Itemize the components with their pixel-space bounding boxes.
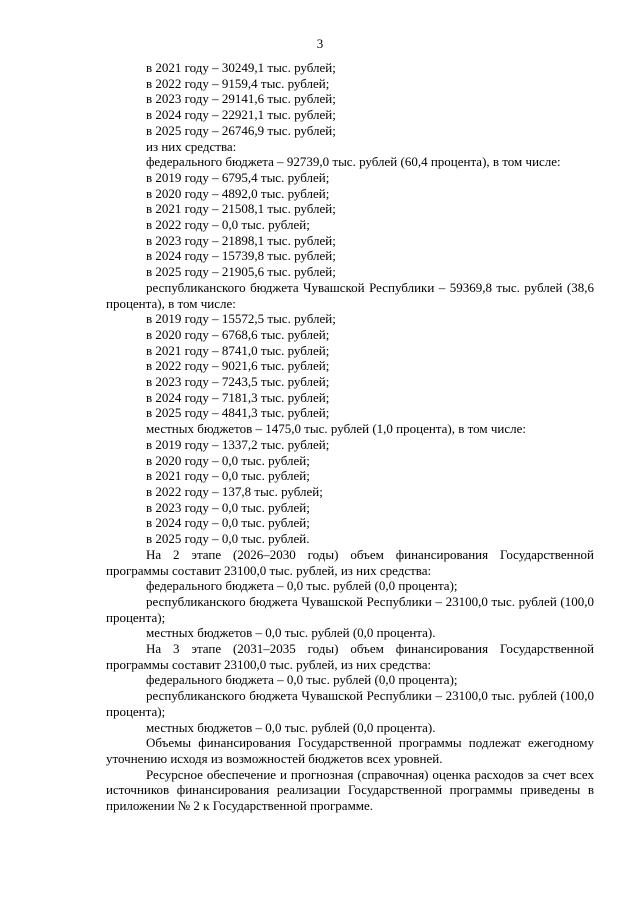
stage2-intro-paragraph: На 2 этапе (2026–2030 годы) объем финансирования Государственной программы составит 23100,0 тыс. рублей, из них средства: xyxy=(106,546,594,578)
text-line: в 2024 году – 7181,3 тыс. рублей; xyxy=(146,389,330,405)
text-line: в 2022 году – 137,8 тыс. рублей; xyxy=(146,483,323,499)
text-line: в 2023 году – 0,0 тыс. рублей; xyxy=(146,499,310,515)
text-line: из них средства: xyxy=(146,138,237,154)
stage3-intro-paragraph: На 3 этапе (2031–2035 годы) объем финансирования Государственной программы составит 23100,0 тыс. рублей, из них средства: xyxy=(106,641,594,672)
stage3-federal-line: федерального бюджета – 0,0 тыс. рублей (0,0 процента); xyxy=(146,672,458,688)
text-line: в 2025 году – 26746,9 тыс. рублей; xyxy=(146,122,336,138)
republic-budget-paragraph: республиканского бюджета Чувашской Республики – 59369,8 тыс. рублей (38,6 процента), в том числе: xyxy=(106,279,594,311)
text-line: в 2019 году – 6795,4 тыс. рублей; xyxy=(146,169,330,185)
text-line: в 2023 году – 29141,6 тыс. рублей; xyxy=(146,91,336,107)
text-line: в 2024 году – 0,0 тыс. рублей; xyxy=(146,515,310,531)
text-line: местных бюджетов – 1475,0 тыс. рублей (1,0 процента), в том числе: xyxy=(146,421,526,437)
text-line: федерального бюджета – 92739,0 тыс. рублей (60,4 процента), в том числе: xyxy=(146,154,561,170)
text-line: в 2024 году – 22921,1 тыс. рублей; xyxy=(146,107,336,123)
text-line: в 2020 году – 4892,0 тыс. рублей; xyxy=(146,185,330,201)
document-body xyxy=(106,60,594,814)
text-line: в 2025 году – 21905,6 тыс. рублей; xyxy=(146,264,336,280)
text-line: в 2024 году – 15739,8 тыс. рублей; xyxy=(146,248,336,264)
text-line: в 2021 году – 30249,1 тыс. рублей; xyxy=(146,60,336,75)
text-line: в 2025 году – 4841,3 тыс. рублей; xyxy=(146,405,330,421)
page-number: 3 xyxy=(316,36,324,51)
stage2-federal-line: федерального бюджета – 0,0 тыс. рублей (0,0 процента); xyxy=(146,578,458,594)
annual-update-paragraph: Объемы финансирования Государственной программы подлежат ежегодному уточнению исходя из возможностей бюджетов всех уровней. xyxy=(106,735,594,766)
text-line: в 2021 году – 0,0 тыс. рублей; xyxy=(146,468,310,484)
text-line: в 2022 году – 9159,4 тыс. рублей; xyxy=(146,75,330,91)
text-line: в 2023 году – 21898,1 тыс. рублей; xyxy=(146,232,336,248)
text-line: в 2019 году – 1337,2 тыс. рублей; xyxy=(146,436,330,452)
stage2-local-line: местных бюджетов – 0,0 тыс. рублей (0,0 процента). xyxy=(146,625,436,641)
stage3-republic-paragraph: республиканского бюджета Чувашской Республики – 23100,0 тыс. рублей (100,0 процента); xyxy=(106,688,594,719)
text-line: в 2020 году – 0,0 тыс. рублей; xyxy=(146,452,310,468)
text-line: в 2022 году – 0,0 тыс. рублей; xyxy=(146,217,310,233)
resource-support-paragraph: Ресурсное обеспечение и прогнозная (справочная) оценка расходов за счет всех источников финансирования реализации Государственной программы приведены в приложении № 2 к Государственной программе. xyxy=(106,766,594,814)
text-line: в 2025 году – 0,0 тыс. рублей. xyxy=(146,531,310,547)
text-line: в 2021 году – 21508,1 тыс. рублей; xyxy=(146,201,336,217)
text-line: в 2023 году – 7243,5 тыс. рублей; xyxy=(146,374,330,390)
text-line: в 2020 году – 6768,6 тыс. рублей; xyxy=(146,326,330,342)
text-line: в 2019 году – 15572,5 тыс. рублей; xyxy=(146,311,336,327)
text-line: в 2021 году – 8741,0 тыс. рублей; xyxy=(146,342,330,358)
text-line: в 2022 году – 9021,6 тыс. рублей; xyxy=(146,358,330,374)
stage3-local-line: местных бюджетов – 0,0 тыс. рублей (0,0 процента). xyxy=(146,719,436,735)
stage2-republic-paragraph: республиканского бюджета Чувашской Республики – 23100,0 тыс. рублей (100,0 процента); xyxy=(106,593,594,625)
